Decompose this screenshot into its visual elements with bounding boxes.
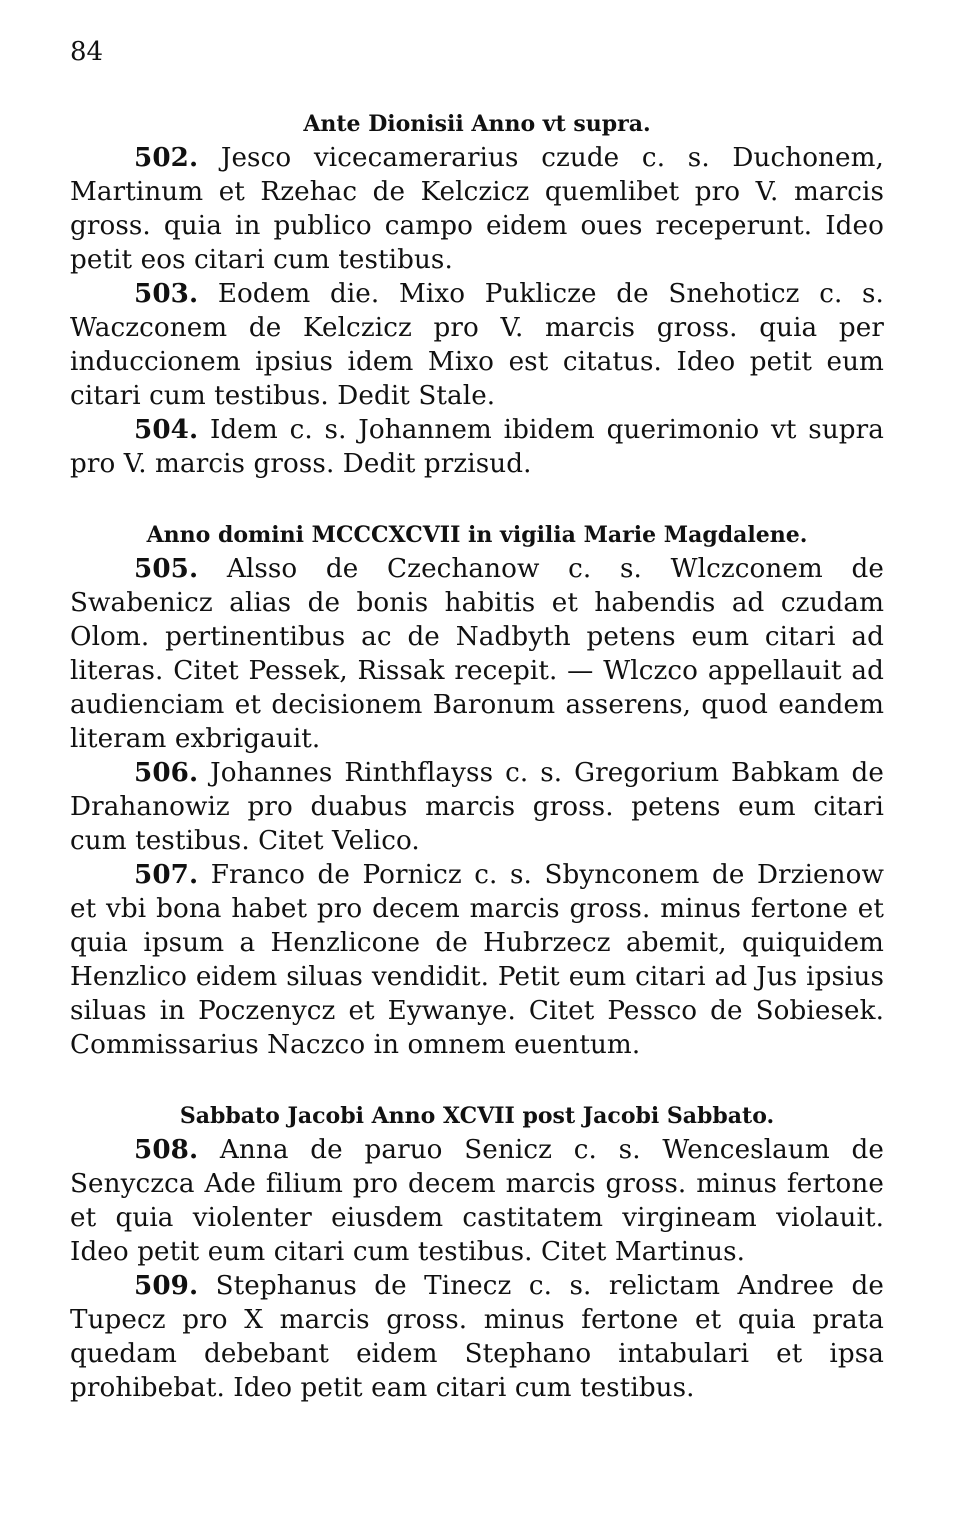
entry-number: 505. [134, 553, 199, 584]
entry-506 [70, 756, 884, 858]
page-content [70, 107, 884, 1405]
entry-number: 509. [134, 1270, 199, 1301]
entry-502 [70, 141, 884, 277]
entry-text: Idem c. s. Johannem ibidem querimonio vt supra pro V. marcis gross. Dedit przisud. [70, 415, 884, 479]
entry-507 [70, 858, 884, 1062]
entry-text: Eodem die. Mixo Puklicze de Snehoticz c. s. Waczconem de Kelczicz pro V. marcis gross. quia per induccionem ipsius idem Mixo est citatus. Ideo petit eum citari cum testibus. Dedit Stale. [70, 279, 884, 411]
entry-504 [70, 413, 884, 481]
entry-number: 508. [134, 1134, 199, 1165]
entry-509 [70, 1269, 884, 1405]
entry-number: 502. [134, 142, 199, 173]
entry-text: Anna de paruo Senicz c. s. Wenceslaum de Senyczca Ade filium pro decem marcis gross. minus fertone et quia violenter eiusdem castitatem virgineam violauit. Ideo petit eum citari cum testibus. Citet Martinus. [70, 1135, 884, 1267]
entry-number: 503. [134, 278, 199, 309]
entry-text: Alsso de Czechanow c. s. Wlczconem de Swabenicz alias de bonis habitis et habendis ad czudam Olom. pertinentibus ac de Nadbyth petens eum citari ad literas. Citet Pessek, Rissak recepit. — Wlczco appellauit ad audienciam et decisionem Baronum asserens, quod eandem literam exbrigauit. [70, 554, 884, 754]
entry-text: Franco de Pornicz c. s. Sbynconem de Drzienow et vbi bona habet pro decem marcis gross. minus fertone et quia ipsum a Henzlicone de Hubrzecz abemit, quiquidem Henzlico eidem siluas vendidit. Petit eum citari ad Jus ipsius siluas in Poczenycz et Eywanye. Citet Pessco de Sobiesek. Commissarius Naczco in omnem euentum. [70, 860, 884, 1060]
entry-number: 507. [134, 859, 199, 890]
entry-number: 504. [134, 414, 199, 445]
section-heading: Ante Dionisii Anno vt supra. [303, 111, 651, 137]
entry-505 [70, 552, 884, 756]
section-heading: Sabbato Jacobi Anno XCVII post Jacobi Sabbato. [179, 1103, 775, 1129]
entry-text: Stephanus de Tinecz c. s. relictam Andree de Tupecz pro X marcis gross. minus fertone et quia prata quedam debebant eidem Stephano intabulari et ipsa prohibebat. Ideo petit eam citari cum testibus. [70, 1271, 884, 1403]
page-number: 84 [70, 37, 104, 67]
section-heading: Anno domini MCCCXCVII in vigilia Marie Magdalene. [146, 522, 808, 548]
entry-text: Jesco vicecamerarius czude c. s. Duchonem, Martinum et Rzehac de Kelczicz quemlibet pro V. marcis gross. quia in publico campo eidem oues receperunt. Ideo petit eos citari cum testibus. [70, 143, 884, 275]
entry-number: 506. [134, 757, 199, 788]
entry-text: Johannes Rinthflayss c. s. Gregorium Babkam de Drahanowiz pro duabus marcis gross. petens eum citari cum testibus. Citet Velico. [70, 758, 884, 856]
entry-503 [70, 277, 884, 413]
entry-508 [70, 1133, 884, 1269]
